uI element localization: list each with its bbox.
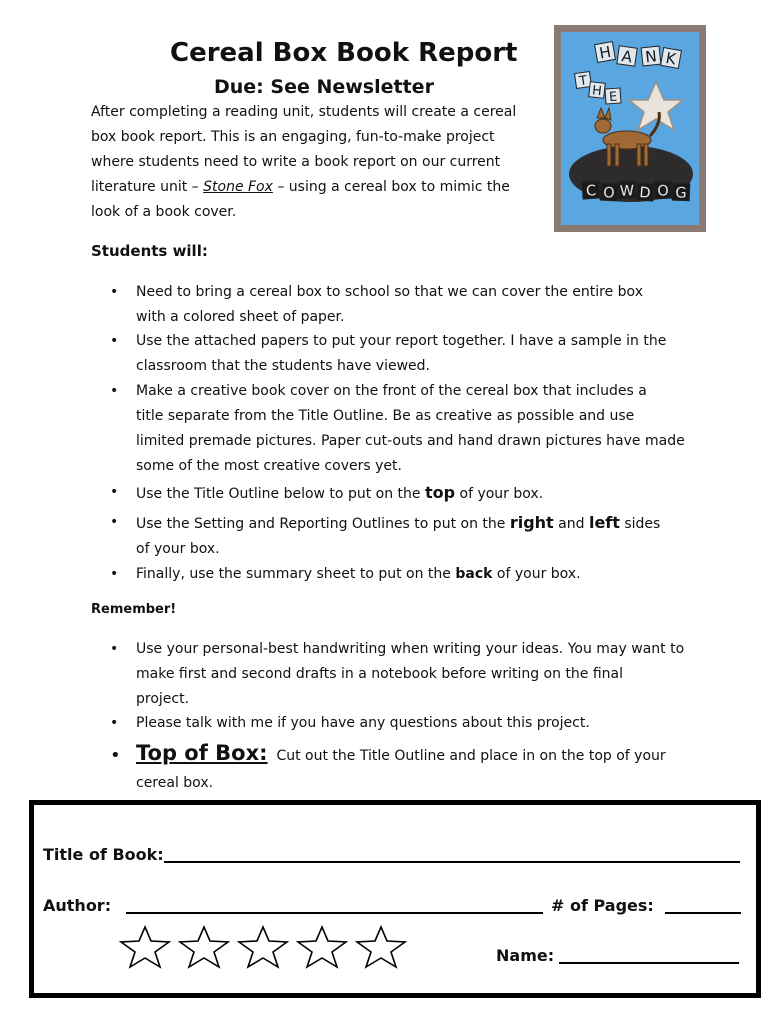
intro-line: literature unit – Stone Fox – using a cereal box to mimic the — [91, 179, 510, 195]
svg-text:E: E — [608, 89, 618, 106]
cover-letter-tile — [618, 181, 636, 200]
intro-line: box book report. This is an engaging, fun-to-make project — [91, 129, 495, 145]
intro-line: where students need to write a book report on our current — [91, 154, 501, 170]
rating-star-icon[interactable] — [178, 925, 230, 969]
rating-star-icon[interactable] — [296, 925, 348, 969]
svg-text:K: K — [664, 49, 678, 69]
cover-letter-tile — [575, 72, 592, 90]
bullet-icon: • — [110, 745, 121, 766]
bullet-icon: • — [110, 484, 119, 500]
author-field[interactable] — [126, 912, 543, 914]
bullet-icon: • — [110, 514, 119, 530]
bullet-icon: • — [110, 284, 119, 300]
cover-letter-tile — [672, 183, 690, 202]
intro-line: look of a book cover. — [91, 204, 237, 220]
cover-letter-tile — [589, 82, 606, 100]
hank-the-cowdog-cover — [561, 32, 699, 225]
svg-text:A: A — [620, 47, 634, 67]
bullet-icon: • — [110, 641, 119, 657]
name-label: Name: — [496, 946, 555, 965]
name-field[interactable] — [559, 962, 739, 964]
pages-label: # of Pages: — [551, 896, 654, 915]
title-of-book-label: Title of Book: — [43, 845, 164, 864]
cover-letter-tile — [617, 46, 637, 67]
svg-text:O: O — [656, 183, 670, 200]
svg-text:N: N — [644, 47, 658, 67]
cover-letter-tile — [595, 42, 616, 64]
rating-star-icon[interactable] — [237, 925, 289, 969]
cover-letter-tile — [654, 181, 672, 200]
svg-text:D: D — [638, 185, 652, 202]
title-of-book-field[interactable] — [164, 861, 740, 863]
title-outline-form — [29, 800, 761, 998]
bullet-icon: • — [110, 566, 119, 582]
svg-text:W: W — [619, 183, 635, 200]
svg-text:O: O — [602, 185, 616, 202]
remember-heading: Remember! — [91, 602, 177, 617]
cover-letter-tile — [600, 183, 618, 202]
cover-letter-tile — [636, 183, 654, 202]
bullet-icon: • — [110, 383, 119, 399]
svg-text:C: C — [585, 183, 597, 200]
svg-text:T: T — [578, 73, 589, 90]
cover-letter-tile — [660, 48, 681, 70]
intro-paragraph — [91, 100, 531, 225]
author-label: Author: — [43, 896, 112, 915]
book-title: Stone Fox — [203, 179, 273, 195]
intro-line: After completing a reading unit, students will create a cereal — [91, 104, 517, 120]
svg-text:H: H — [597, 42, 613, 63]
cover-letter-tile — [605, 88, 621, 105]
rating-star-icon[interactable] — [119, 925, 171, 969]
page-title: Cereal Box Book Report — [170, 38, 518, 68]
students-will-heading: Students will: — [91, 242, 208, 260]
due-date: Due: See Newsletter — [214, 76, 434, 98]
bullet-icon: • — [110, 715, 119, 731]
cereal-box-photo — [554, 25, 706, 232]
svg-text:G: G — [675, 185, 687, 202]
pages-field[interactable] — [665, 912, 741, 914]
top-of-box-heading: Top of Box: — [136, 741, 268, 765]
bullet-icon: • — [110, 333, 119, 349]
svg-text:H: H — [591, 83, 603, 100]
cover-letter-tile — [582, 181, 600, 200]
rating-star-icon[interactable] — [355, 925, 407, 969]
cover-letter-tile — [641, 46, 661, 67]
